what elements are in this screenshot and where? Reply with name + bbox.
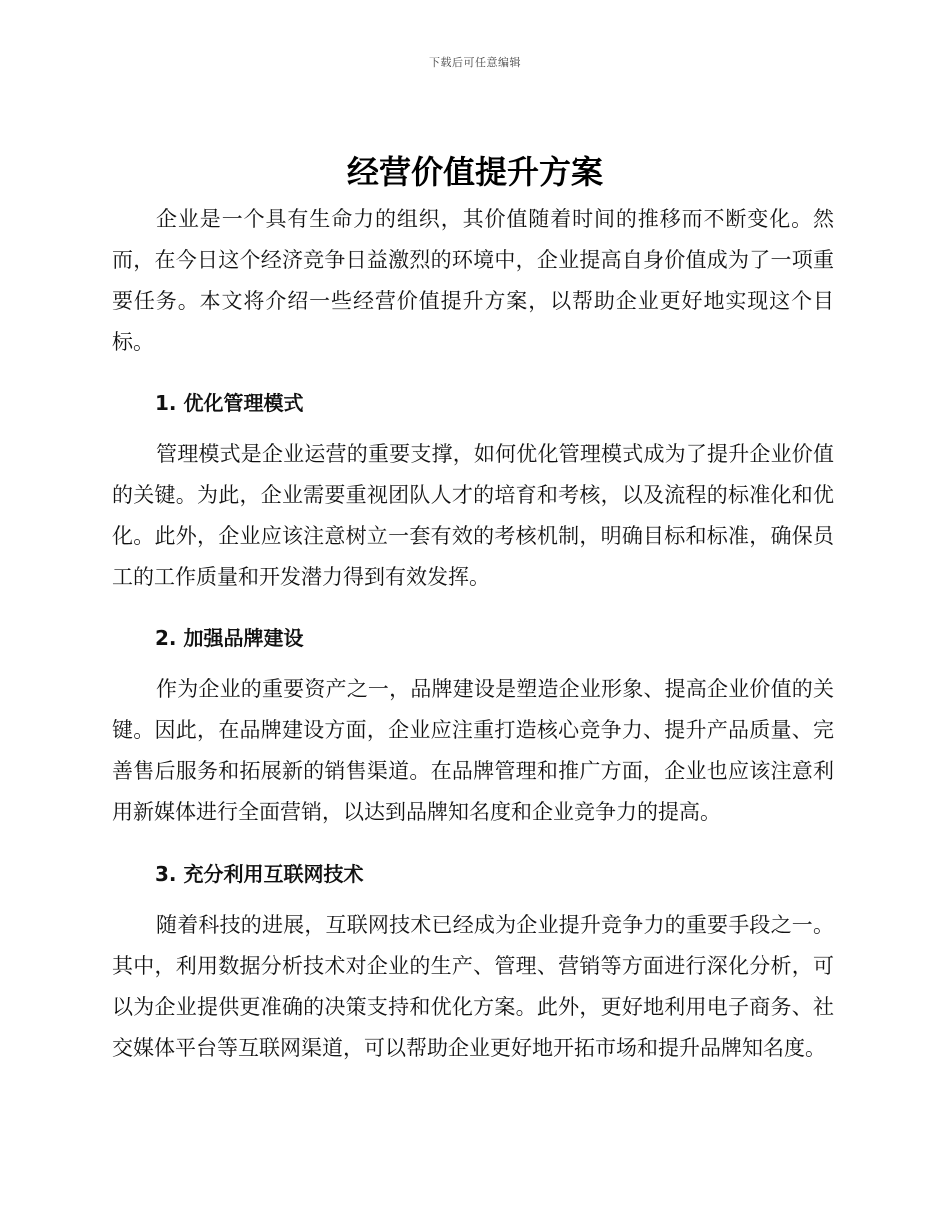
section-heading-2: 2. 加强品牌建设 xyxy=(155,626,304,650)
section-body-3: 随着科技的进展，互联网技术已经成为企业提升竞争力的重要手段之一。其中，利用数据分析技术对企业的生产、管理、营销等方面进行深化分析，可以为企业提供更准确的决策支持和优化方案。此外，更好地利用电子商务、社交媒体平台等互联网渠道，可以帮助企业更好地开拓市场和提升品牌知名度。 xyxy=(112,913,834,1060)
header-note: 下载后可任意编辑 xyxy=(429,56,521,69)
intro-paragraph: 企业是一个具有生命力的组织，其价值随着时间的推移而不断变化。然而，在今日这个经济竞争日益激烈的环境中，企业提高自身价值成为了一项重要任务。本文将介绍一些经营价值提升方案，以帮助企业更好地实现这个目标。 xyxy=(112,207,834,354)
section-heading-1: 1. 优化管理模式 xyxy=(155,391,304,415)
section-heading-3: 3. 充分利用互联网技术 xyxy=(155,862,364,886)
document-title: 经营价值提升方案 xyxy=(346,153,603,191)
section-body-2: 作为企业的重要资产之一，品牌建设是塑造企业形象、提高企业价值的关键。因此，在品牌建设方面，企业应注重打造核心竞争力、提升产品质量、完善售后服务和拓展新的销售渠道。在品牌管理和推广方面，企业也应该注意利用新媒体进行全面营销，以达到品牌知名度和企业竞争力的提高。 xyxy=(112,677,834,824)
section-body-1: 管理模式是企业运营的重要支撑，如何优化管理模式成为了提升企业价值的关键。为此，企业需要重视团队人才的培育和考核，以及流程的标准化和优化。此外，企业应该注意树立一套有效的考核机制，明确目标和标准，确保员工的工作质量和开发潜力得到有效发挥。 xyxy=(112,442,834,589)
